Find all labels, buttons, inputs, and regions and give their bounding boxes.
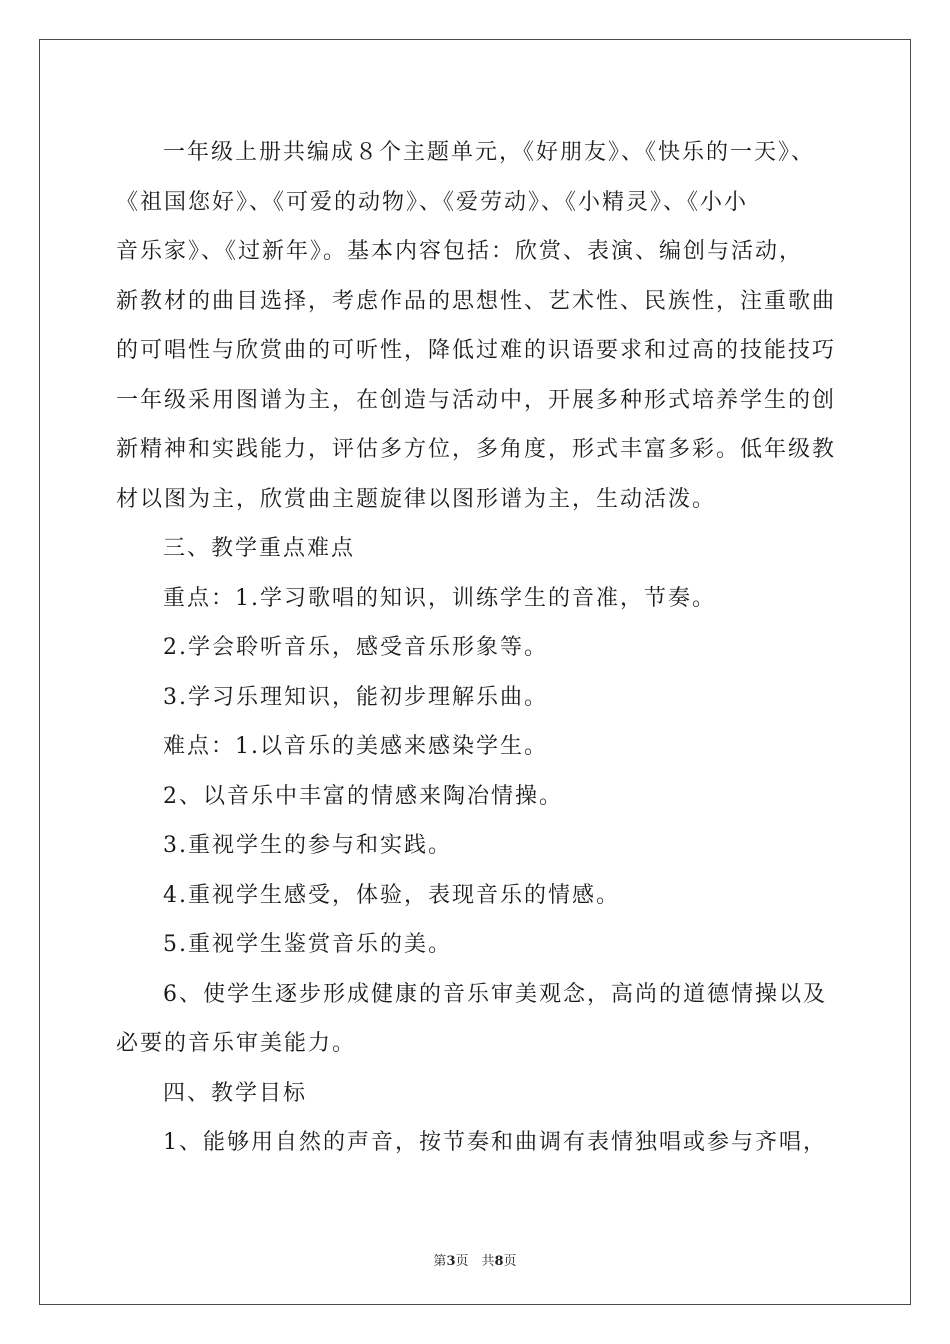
paragraph-line: 一年级采用图谱为主，在创造与活动中，开展多种形式培养学生的创	[116, 387, 837, 413]
paragraph-line: 难点：1.以音乐的美感来感染学生。	[163, 734, 548, 759]
footer-prefix: 第	[433, 1254, 447, 1269]
paragraph-line: 1、能够用自然的声音，按节奏和曲调有表情独唱或参与齐唱，	[163, 1130, 827, 1155]
section-heading: 三、教学重点难点	[163, 536, 356, 561]
footer-suffix: 页	[503, 1254, 517, 1269]
paragraph-line: 2.学会聆听音乐，感受音乐形象等。	[163, 635, 548, 660]
paragraph-line: 重点：1.学习歌唱的知识，训练学生的音准，节奏。	[163, 585, 716, 611]
paragraph-line: 一年级上册共编成８个主题单元，《好朋友》、《快乐的一天》、	[163, 140, 816, 165]
section-heading: 四、教学目标	[163, 1080, 308, 1106]
paragraph-line: 新教材的曲目选择，考虑作品的思想性、艺术性、民族性，注重歌曲	[116, 288, 837, 314]
current-page-number: 3	[446, 1254, 456, 1269]
page-footer	[0, 1250, 950, 1269]
paragraph-line: 的可唱性与欣赏曲的可听性，降低过难的识语要求和过高的技能技巧	[116, 338, 837, 363]
paragraph-line: 6、使学生逐步形成健康的音乐审美观念，高尚的道德情操以及	[163, 981, 827, 1007]
paragraph-line: 5.重视学生鉴赏音乐的美。	[163, 932, 452, 957]
paragraph-line: 3.学习乐理知识，能初步理解乐曲。	[163, 684, 548, 710]
paragraph-line: 2、以音乐中丰富的情感来陶冶情操。	[163, 783, 563, 809]
total-page-number: 8	[494, 1254, 504, 1269]
paragraph-line: 新精神和实践能力，评估多方位，多角度，形式丰富多彩。低年级教	[116, 437, 837, 462]
footer-middle: 页 共	[455, 1254, 495, 1269]
paragraph-line: 4.重视学生感受，体验，表现音乐的情感。	[163, 882, 620, 908]
paragraph-line: 3.重视学生的参与和实践。	[163, 833, 452, 858]
document-body	[116, 128, 836, 1168]
paragraph-line: 音乐家》、《过新年》。基本内容包括：欣赏、表演、编创与活动，	[116, 239, 804, 264]
paragraph-line: 《祖国您好》、《可爱的动物》、《爱劳动》、《小精灵》、《小小	[116, 189, 749, 215]
paragraph-line: 材以图为主，欣赏曲主题旋律以图形谱为主，生动活泼。	[116, 486, 717, 512]
paragraph-line: 必要的音乐审美能力。	[116, 1031, 357, 1056]
